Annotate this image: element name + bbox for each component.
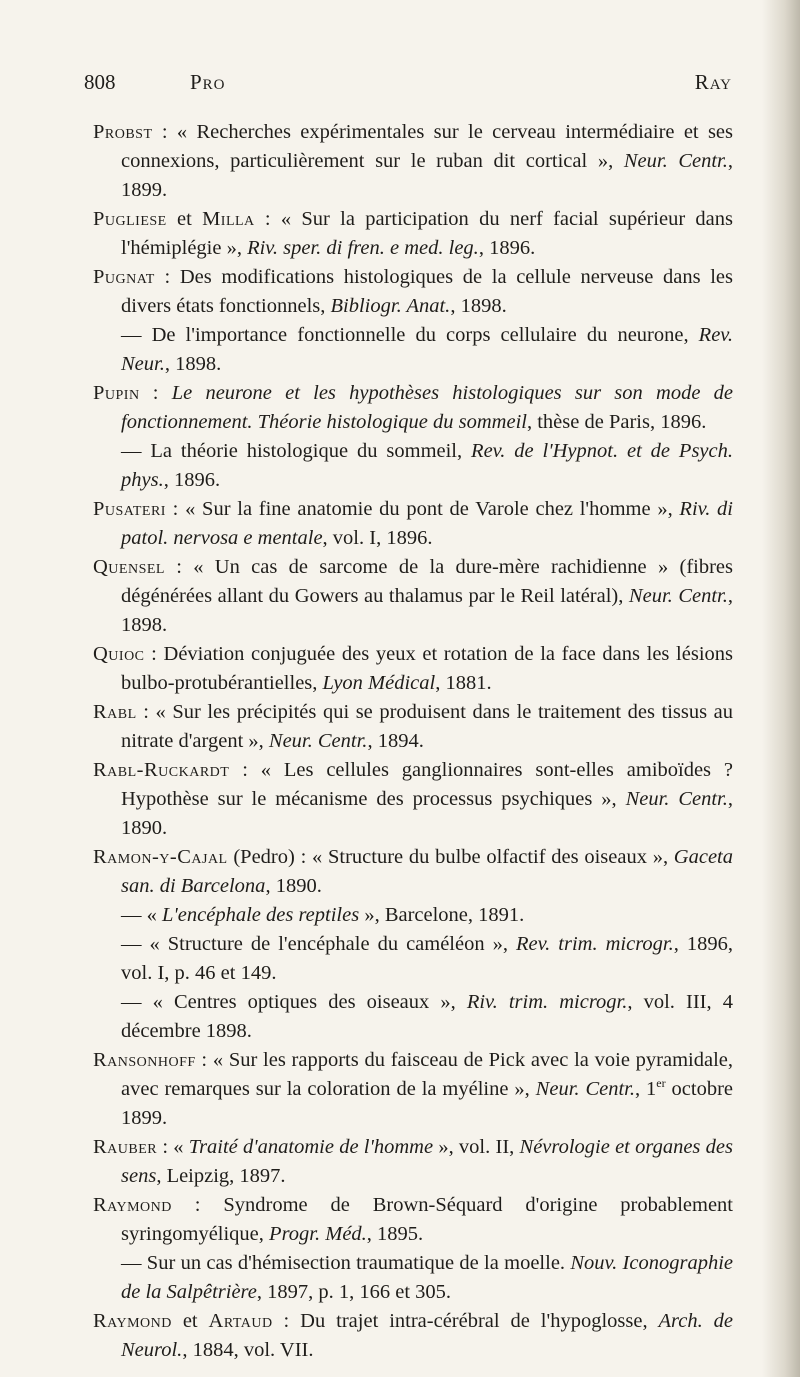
bibliography-entry: Ransonhoff : « Sur les rapports du faisceau de Pick avec la voie pyramidale, avec remarques sur la coloration de la myéline », Neur. Centr., 1er octobre 1899. <box>93 1049 734 1129</box>
bibliography-entry: Rabl : « Sur les précipités qui se produisent dans le traitement des tissus au nitrate d'argent », Neur. Centr., 1894. <box>93 701 733 752</box>
bibliography-entry: Rauber : « Traité d'anatomie de l'homme », vol. II, Névrologie et organes des sens, Leipzig, 1897. <box>93 1136 733 1187</box>
bibliography-entry: Pugliese et Milla : « Sur la participation du nerf facial supérieur dans l'hémiplégie », Riv. sper. di fren. e med. leg., 1896. <box>93 208 734 259</box>
bibliography-entry: Quensel : « Un cas de sarcome de la dure-mère rachidienne » (fibres dégénérées allant du Gowers au thalamus par le Reil latéral), Neur. Centr., 1898. <box>93 556 733 636</box>
bibliography-subentry: — La théorie histologique du sommeil, Rev. de l'Hypnot. et de Psych. phys., 1896. <box>121 440 733 491</box>
running-head-right-word: Ray <box>694 70 732 94</box>
running-head <box>84 70 732 100</box>
bibliography-subentry: — « L'encéphale des reptiles », Barcelone, 1891. <box>121 904 525 926</box>
bibliography-entry: Rabl-Ruckardt : « Les cellules ganglionnaires sont-elles amiboïdes ? Hypothèse sur le mécanisme des processus psychiques », Neur. Centr., 1890. <box>93 759 734 839</box>
bibliography-entry: Probst : « Recherches expérimentales sur le cerveau intermédiaire et ses connexions, particulièrement sur le ruban dit cortical », Neur. Centr., 1899. <box>93 121 733 201</box>
bibliography-entry: Pusateri : « Sur la fine anatomie du pont de Varole chez l'homme », Riv. di patol. nervosa e mentale, vol. I, 1896. <box>93 498 734 549</box>
bibliography-subentry: — « Structure de l'encéphale du caméléon », Rev. trim. microgr., 1896, vol. I, p. 46 et 149. <box>121 933 733 984</box>
bibliography-entry: Raymond et Artaud : Du trajet intra-cérébral de l'hypoglosse, Arch. de Neurol., 1884, vol. VII. <box>93 1310 733 1361</box>
bibliography-entry: Raymond : Syndrome de Brown-Séquard d'origine probablement syringomyélique, Progr. Méd., 1895. <box>93 1194 733 1245</box>
bibliography-list <box>93 118 733 1365</box>
bibliography-entry: Ramon-y-Cajal (Pedro) : « Structure du bulbe olfactif des oiseaux », Gaceta san. di Barcelona, 1890. <box>93 846 733 897</box>
bibliography-subentry: — Sur un cas d'hémisection traumatique de la moelle. Nouv. Iconographie de la Salpêtrière, 1897, p. 1, 166 et 305. <box>121 1252 733 1303</box>
page-edge-shadow <box>762 0 800 1377</box>
bibliography-entry: Pupin : Le neurone et les hypothèses histologiques sur son mode de fonctionnement. Théorie histologique du sommeil, thèse de Paris, 1896. <box>93 382 733 433</box>
bibliography-entry: Quioc : Déviation conjuguée des yeux et rotation de la face dans les lésions bulbo-protubérantielles, Lyon Médical, 1881. <box>93 643 733 694</box>
bibliography-entry: Pugnat : Des modifications histologiques de la cellule nerveuse dans les divers états fonctionnels, Bibliogr. Anat., 1898. <box>93 266 733 317</box>
bibliography-subentry: — « Centres optiques des oiseaux », Riv. trim. microgr., vol. III, 4 décembre 1898. <box>121 991 733 1042</box>
bibliography-subentry: — De l'importance fonctionnelle du corps cellulaire du neurone, Rev. Neur., 1898. <box>121 324 733 375</box>
running-head-left-word: Pro <box>190 70 226 94</box>
page-number: 808 <box>84 70 116 94</box>
